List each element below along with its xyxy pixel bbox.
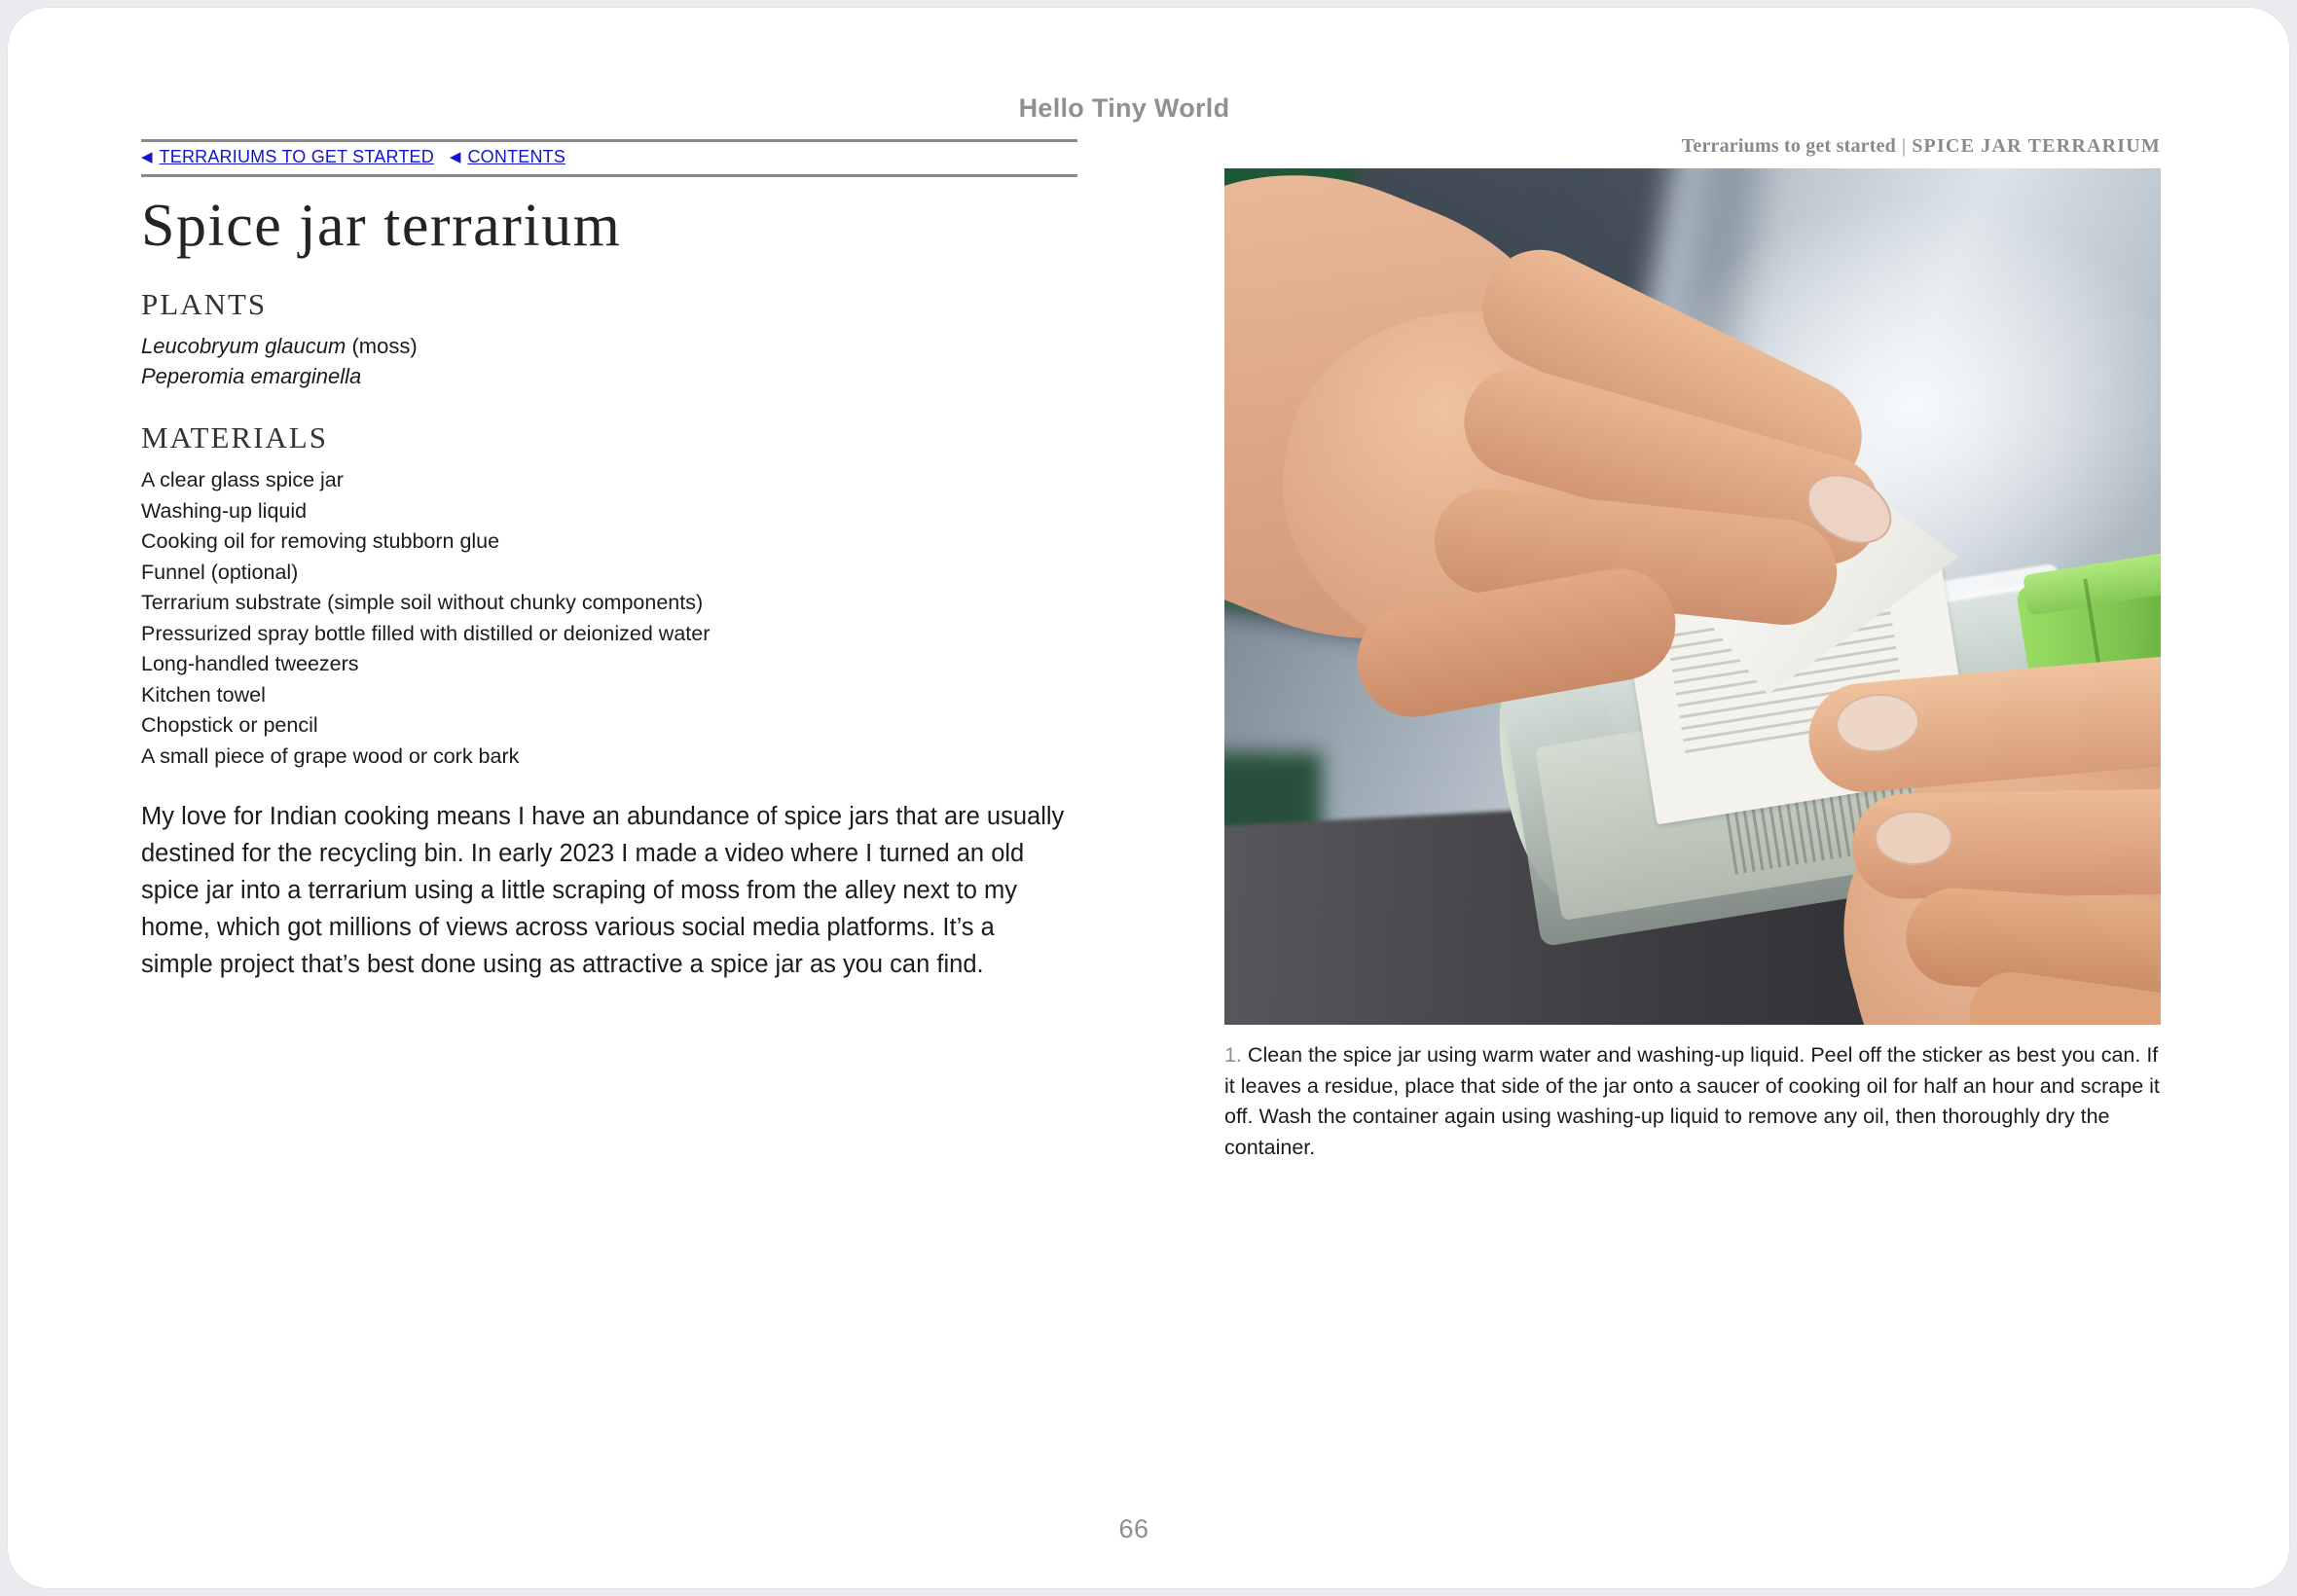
left-page [141,139,1077,983]
step-number: 1. [1224,1043,1242,1067]
nav-link-terrariums-to-get-started[interactable]: TERRARIUMS TO GET STARTED [159,147,434,166]
material-item: Cooking oil for removing stubborn glue [141,529,500,554]
book-title: Hello Tiny World [1018,93,1230,123]
material-item: Kitchen towel [141,682,266,707]
nav-link-contents[interactable]: CONTENTS [467,147,566,166]
plant-latin-name: Peperomia emarginella [141,364,362,389]
material-item: Pressurized spray bottle filled with distilled or deionized water [141,621,711,645]
back-arrow-icon: ◀ [141,149,153,165]
running-header-title: SPICE JAR TERRARIUM [1912,135,2161,157]
plant-item [141,361,1077,391]
intro-paragraph: My love for Indian cooking means I have an abundance of spice jars that are usually destined for the recycling bin. In early 2023 I made a video where I turned an old spice jar into a terrarium using a little scraping of moss from the alley next to my home, which got millions of views across various social media platforms. It’s a simple project that’s best done using as attractive a spice jar as you can find. [141,803,1065,979]
running-header-section: Terrariums to get started [1681,135,1896,157]
back-arrow-icon: ◀ [449,149,461,165]
plant-common-name: (moss) [346,334,418,359]
page-title: Spice jar terrarium [141,193,622,259]
materials-heading: MATERIALS [141,420,328,455]
right-page [1224,134,2161,1184]
photo-fingernail [1875,811,1952,865]
step-caption [1224,1040,2161,1163]
step-photo [1224,168,2161,1025]
plants-list [141,331,1077,391]
material-item: Funnel (optional) [141,560,299,584]
nav-item-contents [450,147,565,167]
plants-heading: PLANTS [141,287,268,322]
material-item: A small piece of grape wood or cork bark [141,744,520,768]
plant-item [141,331,1077,361]
breadcrumb-navbar [141,139,1077,177]
plant-latin-name: Leucobryum glaucum [141,334,346,359]
material-item: Long-handled tweezers [141,652,359,676]
running-header [1224,134,2161,158]
page-number: 66 [1118,1514,1149,1543]
material-item: Washing-up liquid [141,498,308,523]
step-caption-text: Clean the spice jar using warm water and washing-up liquid. Peel off the sticker as best you can. If it leaves a residue, place that side of the jar onto a saucer of cooking oil for half an hour and scrape it off. Wash the container again using washing-up liquid to remove any oil, then thoroughly dry the container. [1224,1043,2160,1159]
material-item: Chopstick or pencil [141,713,318,738]
materials-list [141,465,1077,772]
material-item: Terrarium substrate (simple soil without chunky components) [141,591,704,615]
nav-item-terrariums [141,147,434,167]
running-header-separator: | [1901,135,1907,157]
material-item: A clear glass spice jar [141,468,344,492]
